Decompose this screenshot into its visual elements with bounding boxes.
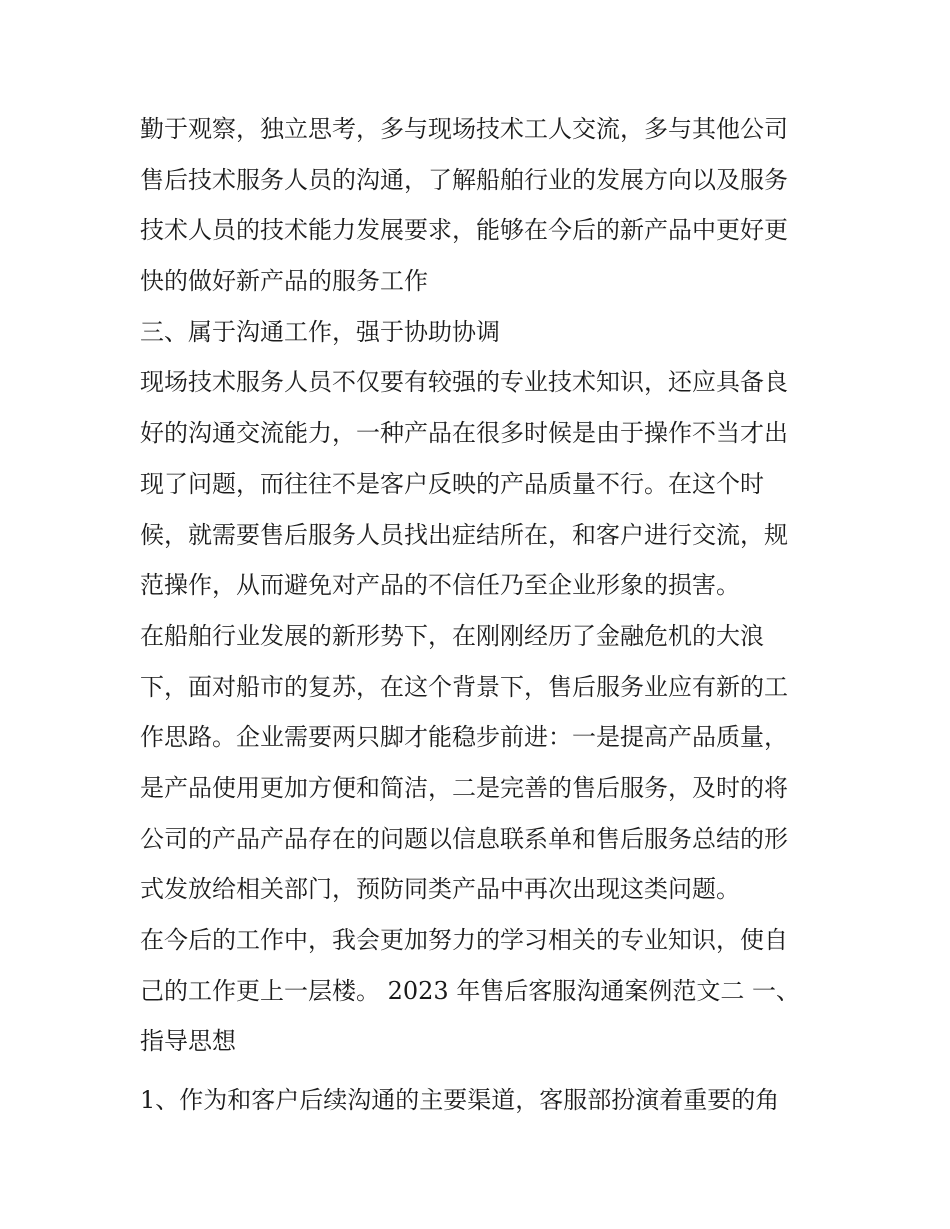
text-line: 是产品使用更加方便和简洁，二是完善的售后服务，及时的将 [140, 773, 788, 802]
text-line: 式发放给相关部门，预防同类产品中再次出现这类问题。 [140, 875, 740, 904]
document-body [140, 104, 820, 1126]
text-line: 候，就需要售后服务人员找出症结所在，和客户进行交流，规 [140, 520, 788, 549]
section-heading: 三、属于沟通工作，强于协助协调 [140, 317, 500, 346]
text-line: 1、作为和客户后续沟通的主要渠道，客服部扮演着重要的角 [140, 1086, 780, 1115]
text-line: 好的沟通交流能力，一种产品在很多时候是由于操作不当才出 [140, 419, 788, 448]
text-line: 现场技术服务人员不仅要有较强的专业技术知识，还应具备良 [140, 368, 788, 397]
text-line: 现了问题，而往往不是客户反映的产品质量不行。在这个时 [140, 469, 764, 498]
text-line: 勤于观察，独立思考，多与现场技术工人交流，多与其他公司 [140, 115, 788, 143]
text-line: 作思路。企业需要两只脚才能稳步前进：一是提高产品质量， [140, 723, 788, 752]
text-line: 在今后的工作中，我会更加努力的学习相关的专业知识，使自 [140, 926, 788, 954]
text-line: 技术人员的技术能力发展要求，能够在今后的新产品中更好更 [140, 216, 788, 245]
text-line: 下，面对船市的复苏，在这个背景下，售后服务业应有新的工 [140, 672, 788, 701]
text-line: 己的工作更上一层楼。 2023 年售后客服沟通案例范文二 一、 [140, 976, 800, 1005]
text-line: 在船舶行业发展的新形势下，在刚刚经历了金融危机的大浪 [140, 621, 764, 650]
text-line: 快的做好新产品的服务工作 [140, 267, 428, 296]
text-line: 范操作，从而避免对产品的不信任乃至企业形象的损害。 [140, 571, 740, 600]
section-heading: 指导思想 [140, 1027, 236, 1056]
text-line: 售后技术服务人员的沟通，了解船舶行业的发展方向以及服务 [140, 165, 788, 194]
text-line: 公司的产品产品存在的问题以信息联系单和售后服务总结的形 [140, 824, 788, 853]
